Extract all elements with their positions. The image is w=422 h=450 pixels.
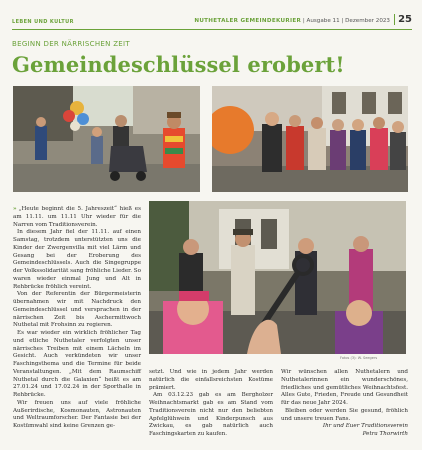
paragraph: Von der Referentin der Bürgermeisterin übernahmen wir mit Nachdruck den Gemeindeschlüssel und versprachen in der närrischen Zeit bis Aschermittwoch Nuthetal mit Frohsinn zu regieren. [13,291,141,329]
paragraph: Bleiben oder werden Sie gesund, fröhlich und unsere treuen Fans. [281,407,408,422]
photo-street-crowd [13,86,200,192]
header-rule [12,29,412,30]
issue-info: Ausgabe 11 | Dezember 2023 [306,18,390,24]
article-kicker: BEGINN DER NÄRRISCHEN ZEIT [12,40,130,48]
quote-mark-icon: » [13,206,17,212]
article-column-2 [149,369,273,439]
issue-line: NUTHETALER GEMEINDEKURIER | Ausgabe 11 | Dezember 2023 [194,18,390,24]
page-number: 25 [394,14,412,25]
photo-carnival-group [212,86,408,192]
photo-key-handover [149,201,406,354]
page-header [12,14,412,28]
paragraph: Es war wieder ein wirklich fröhlicher Tag und etliche Nuthetaler verfolgten unser närrisches Treiben mit einem Lächeln im Gesicht. Auch verkündeten wir unser Faschingsthema und die Termine für beide Veranstaltungen. „Mit dem Raumschiff Nuthetal durch die Galaxien“ heißt es am 27.01.24 und 17.02.24 in der Sporthalle in Rehbrücke. [13,330,141,398]
signature-org: Ihr und Euer Traditionsverein [322,423,408,430]
section-label: LEBEN UND KULTUR [12,19,74,25]
article-column-3 [281,369,408,439]
paragraph: Am 03.12.23 gab es am Bergholzer Weihnachtsmarkt gab es am Stand vom Traditionsverein nicht nur den beliebten Apfelglühwein und Kinderpunsch aus Zwickau, es gab natürlich auch Faschingskarten zu kaufen. [149,392,273,437]
paragraph: setzt. Und wie in jedem Jahr werden natürlich die einfallsreichsten Kostüme prämiert. [149,369,273,391]
paragraph-text: „Heute beginnt die 5. Jahreszeit“ hieß es am 11.11. um 11.11 Uhr wieder für die Narren vom Traditionsverein. [13,206,141,228]
paragraph: Wir freuen uns auf viele fröhliche Außerirdische, Kosmonauten, Astronauten und Weltraumforscher. Der Fantasie bei der Kostümwahl sind keine Grenzen ge- [13,399,141,429]
paragraph [13,206,141,229]
article-column-1 [13,206,141,431]
signature-name: Petra Thorwirth [362,431,408,437]
publication-name: NUTHETALER GEMEINDEKURIER [194,18,302,24]
paragraph: Wir wünschen allen Nuthetalern und Nuthetalerinnen ein wunderschönes, friedliches und gemütliches Weihnachtsfest. Alles Gute, Frieden, Freude und Gesundheit für das neue Jahr 2024. [281,369,408,406]
photo-credit: Fotos (3): W. Seegers [340,356,378,360]
paragraph: In diesem Jahr fiel der 11.11. auf einen Samstag, trotzdem unterstützten uns die Kinder der Zwergenvilla mit viel Lärm und Gesang bei der Eroberung des Gemeindeschlüssels. Auch die Singegruppe der Volkssolidarität sang fröhliche Lieder. So waren wieder einmal Jung und Alt in Rehbrücke fröhlich vereint. [13,229,141,290]
article-headline: Gemeindeschlüssel erobert! [12,52,345,77]
